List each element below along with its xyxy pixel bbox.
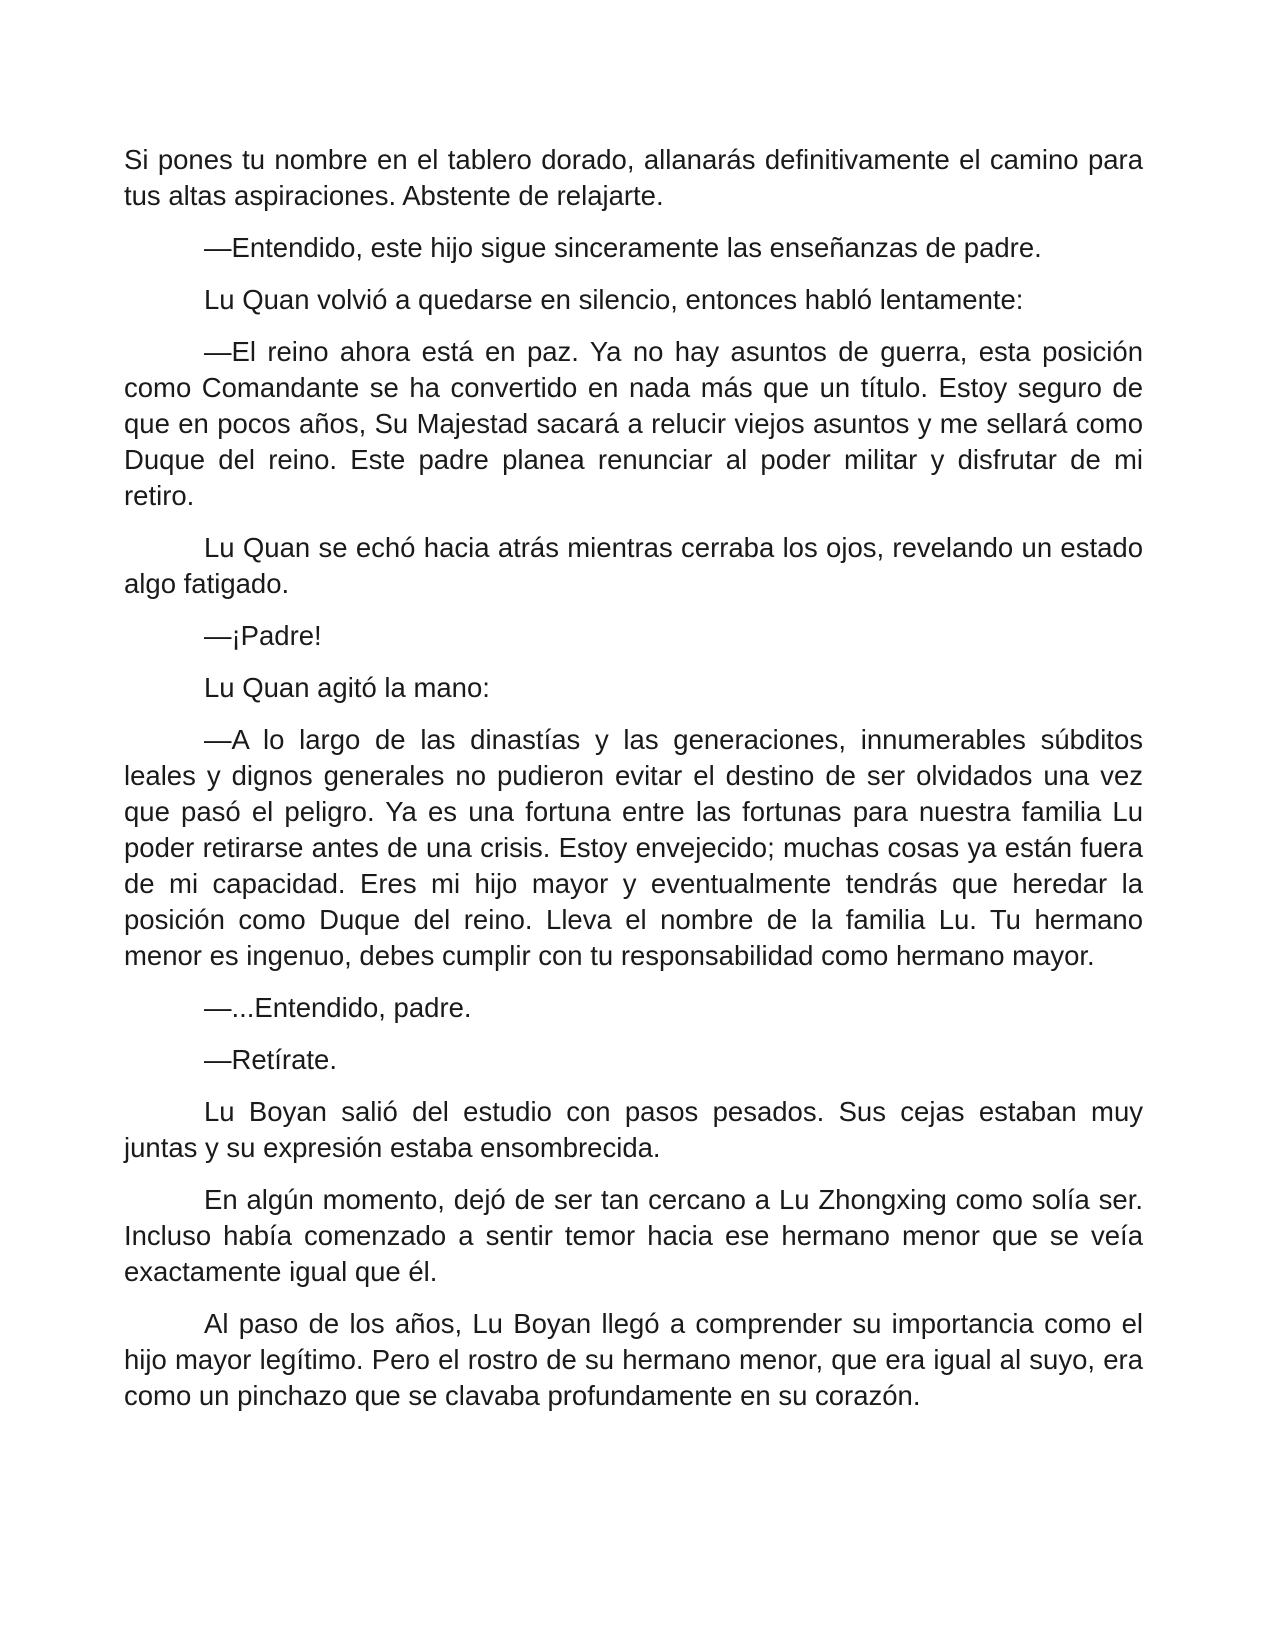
paragraph: Lu Quan agitó la mano: <box>204 672 490 703</box>
paragraph: —...Entendido, padre. <box>204 992 472 1023</box>
paragraph: Lu Quan volvió a quedarse en silencio, entonces habló lentamente: <box>204 284 1024 315</box>
paragraph: Si pones tu nombre en el tablero dorado, allanarás definitivamente el camino para tus altas aspiraciones. Abstente de relajarte. <box>124 144 1143 211</box>
paragraph: Lu Quan se echó hacia atrás mientras cerraba los ojos, revelando un estado algo fatigado. <box>124 532 1143 599</box>
paragraph: —Retírate. <box>204 1044 337 1075</box>
paragraph: Lu Boyan salió del estudio con pasos pesados. Sus cejas estaban muy juntas y su expresión estaba ensombrecida. <box>124 1096 1143 1163</box>
paragraph: —Entendido, este hijo sigue sinceramente las enseñanzas de padre. <box>204 232 1042 263</box>
paragraph: Al paso de los años, Lu Boyan llegó a comprender su importancia como el hijo mayor legítimo. Pero el rostro de su hermano menor, que era igual al suyo, era como un pinchazo que se clavaba profundamente en su corazón. <box>124 1308 1143 1411</box>
paragraph: En algún momento, dejó de ser tan cercano a Lu Zhongxing como solía ser. Incluso había comenzado a sentir temor hacia ese hermano menor que se veía exactamente igual que él. <box>124 1184 1143 1287</box>
paragraph: —El reino ahora está en paz. Ya no hay asuntos de guerra, esta posición como Comandante se ha convertido en nada más que un título. Estoy seguro de que en pocos años, Su Majestad sacará a relucir viejos asuntos y me sellará como Duque del reino. Este padre planea renunciar al poder militar y disfrutar de mi retiro. <box>124 336 1143 511</box>
paragraph: —¡Padre! <box>204 620 322 651</box>
document-page <box>124 142 1143 1430</box>
paragraph: —A lo largo de las dinastías y las generaciones, innumerables súbditos leales y dignos generales no pudieron evitar el destino de ser olvidados una vez que pasó el peligro. Ya es una fortuna entre las fortunas para nuestra familia Lu poder retirarse antes de una crisis. Estoy envejecido; muchas cosas ya están fuera de mi capacidad. Eres mi hijo mayor y eventualmente tendrás que heredar la posición como Duque del reino. Lleva el nombre de la familia Lu. Tu hermano menor es ingenuo, debes cumplir con tu responsabilidad como hermano mayor. <box>124 724 1143 971</box>
